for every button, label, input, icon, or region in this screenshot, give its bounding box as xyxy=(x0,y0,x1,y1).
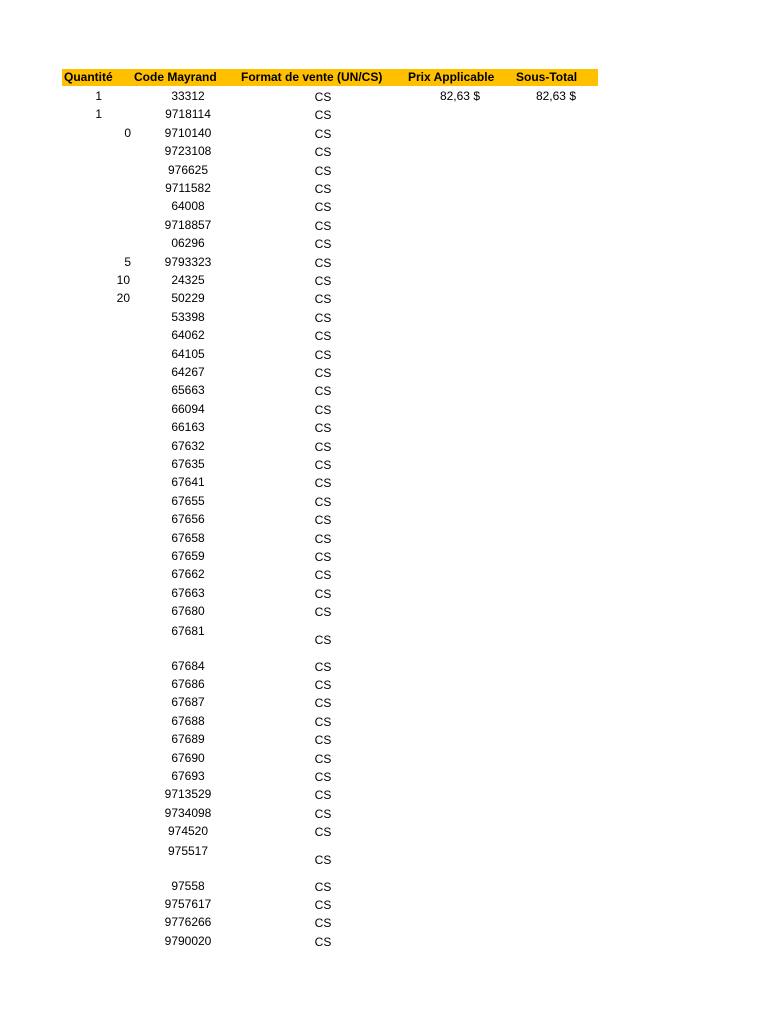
code-cell: 974520 xyxy=(167,824,209,839)
table-row xyxy=(0,914,768,932)
format-cell: CS xyxy=(314,108,332,123)
code-cell: 9734098 xyxy=(164,805,212,820)
table-row xyxy=(0,878,768,896)
code-cell: 67680 xyxy=(171,604,205,619)
table-row xyxy=(0,401,768,419)
table-row xyxy=(0,676,768,694)
code-cell: 9713529 xyxy=(164,787,212,802)
code-cell: 64105 xyxy=(171,346,205,361)
table-row xyxy=(0,162,768,180)
code-cell: 67663 xyxy=(171,585,205,600)
format-cell: CS xyxy=(314,90,332,104)
table-row xyxy=(0,585,768,603)
header-prix-applicable: Prix Applicable xyxy=(408,70,495,84)
format-cell: CS xyxy=(314,200,332,215)
table-row xyxy=(0,786,768,804)
format-cell: CS xyxy=(314,751,332,766)
header-quantite: Quantité xyxy=(64,70,113,84)
table-row xyxy=(0,548,768,566)
table-row xyxy=(0,419,768,437)
table-row xyxy=(0,143,768,161)
code-cell: 97558 xyxy=(171,878,205,893)
code-cell: 64267 xyxy=(171,365,205,379)
quantity-cell: 10 xyxy=(116,273,130,287)
table-row xyxy=(0,750,768,768)
table-row xyxy=(0,896,768,914)
format-cell: CS xyxy=(314,714,332,729)
header-format-de-vente: Format de vente (UN/CS) xyxy=(241,70,383,84)
code-cell: 24325 xyxy=(171,273,205,287)
code-cell: 64062 xyxy=(171,328,205,343)
format-cell: CS xyxy=(314,329,332,344)
format-cell: CS xyxy=(314,163,332,178)
header-code-mayrand: Code Mayrand xyxy=(134,70,217,84)
table-row xyxy=(0,290,768,308)
quantity-cell: 1 xyxy=(95,107,102,122)
format-cell: CS xyxy=(314,916,332,931)
table-row xyxy=(0,805,768,823)
table-row xyxy=(0,346,768,364)
table-row xyxy=(0,235,768,253)
format-cell: CS xyxy=(314,255,332,270)
table-row xyxy=(0,530,768,548)
code-cell: 975517 xyxy=(167,843,209,858)
format-cell: CS xyxy=(314,145,332,160)
code-cell: 67659 xyxy=(171,549,205,563)
code-cell: 9757617 xyxy=(164,897,212,911)
code-cell: 67656 xyxy=(171,512,205,527)
quantity-cell: 5 xyxy=(124,254,131,269)
format-cell: CS xyxy=(314,788,332,803)
code-cell: 33312 xyxy=(171,89,205,103)
code-cell: 9710140 xyxy=(164,125,212,140)
table-row xyxy=(0,272,768,290)
table-row xyxy=(0,309,768,327)
format-cell: CS xyxy=(314,586,332,601)
quantity-cell: 20 xyxy=(116,291,130,306)
code-cell: 67684 xyxy=(171,658,205,673)
prix-cell: 82,63 $ xyxy=(439,89,480,103)
format-cell: CS xyxy=(314,550,332,564)
code-cell: 976625 xyxy=(167,162,209,177)
code-cell: 67689 xyxy=(171,732,205,747)
code-cell: 67655 xyxy=(171,493,205,508)
table-row xyxy=(0,731,768,749)
format-cell: CS xyxy=(314,494,332,509)
table-row xyxy=(0,474,768,492)
format-cell: CS xyxy=(314,806,332,821)
sous-total-cell: 82,63 $ xyxy=(535,89,576,103)
format-cell: CS xyxy=(314,696,332,711)
table-row xyxy=(0,768,768,786)
table-row xyxy=(0,823,768,841)
code-cell: 67688 xyxy=(171,713,205,728)
code-cell: 9718857 xyxy=(164,217,212,232)
format-cell: CS xyxy=(314,733,332,748)
format-cell: CS xyxy=(314,439,332,454)
code-cell: 9790020 xyxy=(164,933,212,948)
table-row xyxy=(0,694,768,712)
format-cell: CS xyxy=(314,292,332,307)
table-row xyxy=(0,180,768,198)
header-row xyxy=(62,69,598,86)
format-cell: CS xyxy=(314,568,332,583)
format-cell: CS xyxy=(314,310,332,325)
format-cell: CS xyxy=(314,678,332,692)
table-row xyxy=(0,493,768,511)
format-cell: CS xyxy=(314,659,332,674)
code-cell: 67686 xyxy=(171,677,205,691)
table-row xyxy=(0,603,768,621)
table-row xyxy=(0,566,768,584)
code-cell: 06296 xyxy=(171,236,205,251)
format-cell: CS xyxy=(314,218,332,233)
table-row xyxy=(0,382,768,400)
table-row xyxy=(0,364,768,382)
code-cell: 66163 xyxy=(171,420,205,435)
code-cell: 67690 xyxy=(171,750,205,765)
table-row xyxy=(0,511,768,529)
code-cell: 67693 xyxy=(171,769,205,783)
format-cell: CS xyxy=(314,274,332,288)
table-row xyxy=(0,438,768,456)
quantity-cell: 1 xyxy=(95,89,102,103)
table-row xyxy=(0,106,768,124)
format-cell: CS xyxy=(314,402,332,417)
code-cell: 53398 xyxy=(171,309,205,324)
format-cell: CS xyxy=(314,384,332,399)
code-cell: 9718114 xyxy=(165,107,211,122)
code-cell: 9711582 xyxy=(165,181,211,195)
code-cell: 67681 xyxy=(171,623,205,638)
format-cell: CS xyxy=(314,531,332,546)
table-row xyxy=(0,217,768,235)
format-cell: CS xyxy=(314,825,332,840)
table-row xyxy=(0,456,768,474)
code-cell: 65663 xyxy=(171,383,205,398)
table-row xyxy=(0,88,768,106)
code-cell: 67632 xyxy=(171,438,205,453)
table-row xyxy=(0,658,768,676)
code-cell: 67687 xyxy=(171,695,205,710)
table-row xyxy=(0,198,768,216)
format-cell: CS xyxy=(314,770,332,784)
format-cell: CS xyxy=(314,513,332,528)
format-cell: CS xyxy=(314,632,332,647)
format-cell: CS xyxy=(314,605,332,620)
format-cell: CS xyxy=(314,182,332,196)
code-cell: 9776266 xyxy=(164,915,212,930)
code-cell: 9793323 xyxy=(164,254,212,269)
format-cell: CS xyxy=(314,347,332,362)
table-row xyxy=(0,622,768,658)
format-cell: CS xyxy=(314,934,332,949)
format-cell: CS xyxy=(314,879,332,894)
format-cell: CS xyxy=(314,421,332,436)
table-row xyxy=(0,933,768,951)
format-cell: CS xyxy=(314,458,332,472)
code-cell: 66094 xyxy=(171,401,205,416)
table-row xyxy=(0,327,768,345)
table-row xyxy=(0,713,768,731)
code-cell: 64008 xyxy=(171,199,205,214)
format-cell: CS xyxy=(314,366,332,380)
format-cell: CS xyxy=(314,237,332,252)
code-cell: 9723108 xyxy=(164,144,212,159)
format-cell: CS xyxy=(314,126,332,141)
header-sous-total: Sous-Total xyxy=(516,70,578,84)
code-cell: 67658 xyxy=(171,530,205,545)
table-row xyxy=(0,125,768,143)
code-cell: 67662 xyxy=(171,567,205,582)
table-row xyxy=(0,842,768,878)
quantity-cell: 0 xyxy=(124,125,131,140)
table-row xyxy=(0,254,768,272)
code-cell: 67635 xyxy=(171,457,205,471)
code-cell: 50229 xyxy=(171,291,205,306)
code-cell: 67641 xyxy=(171,475,205,490)
format-cell: CS xyxy=(314,852,332,867)
format-cell: CS xyxy=(314,898,332,912)
format-cell: CS xyxy=(314,476,332,491)
